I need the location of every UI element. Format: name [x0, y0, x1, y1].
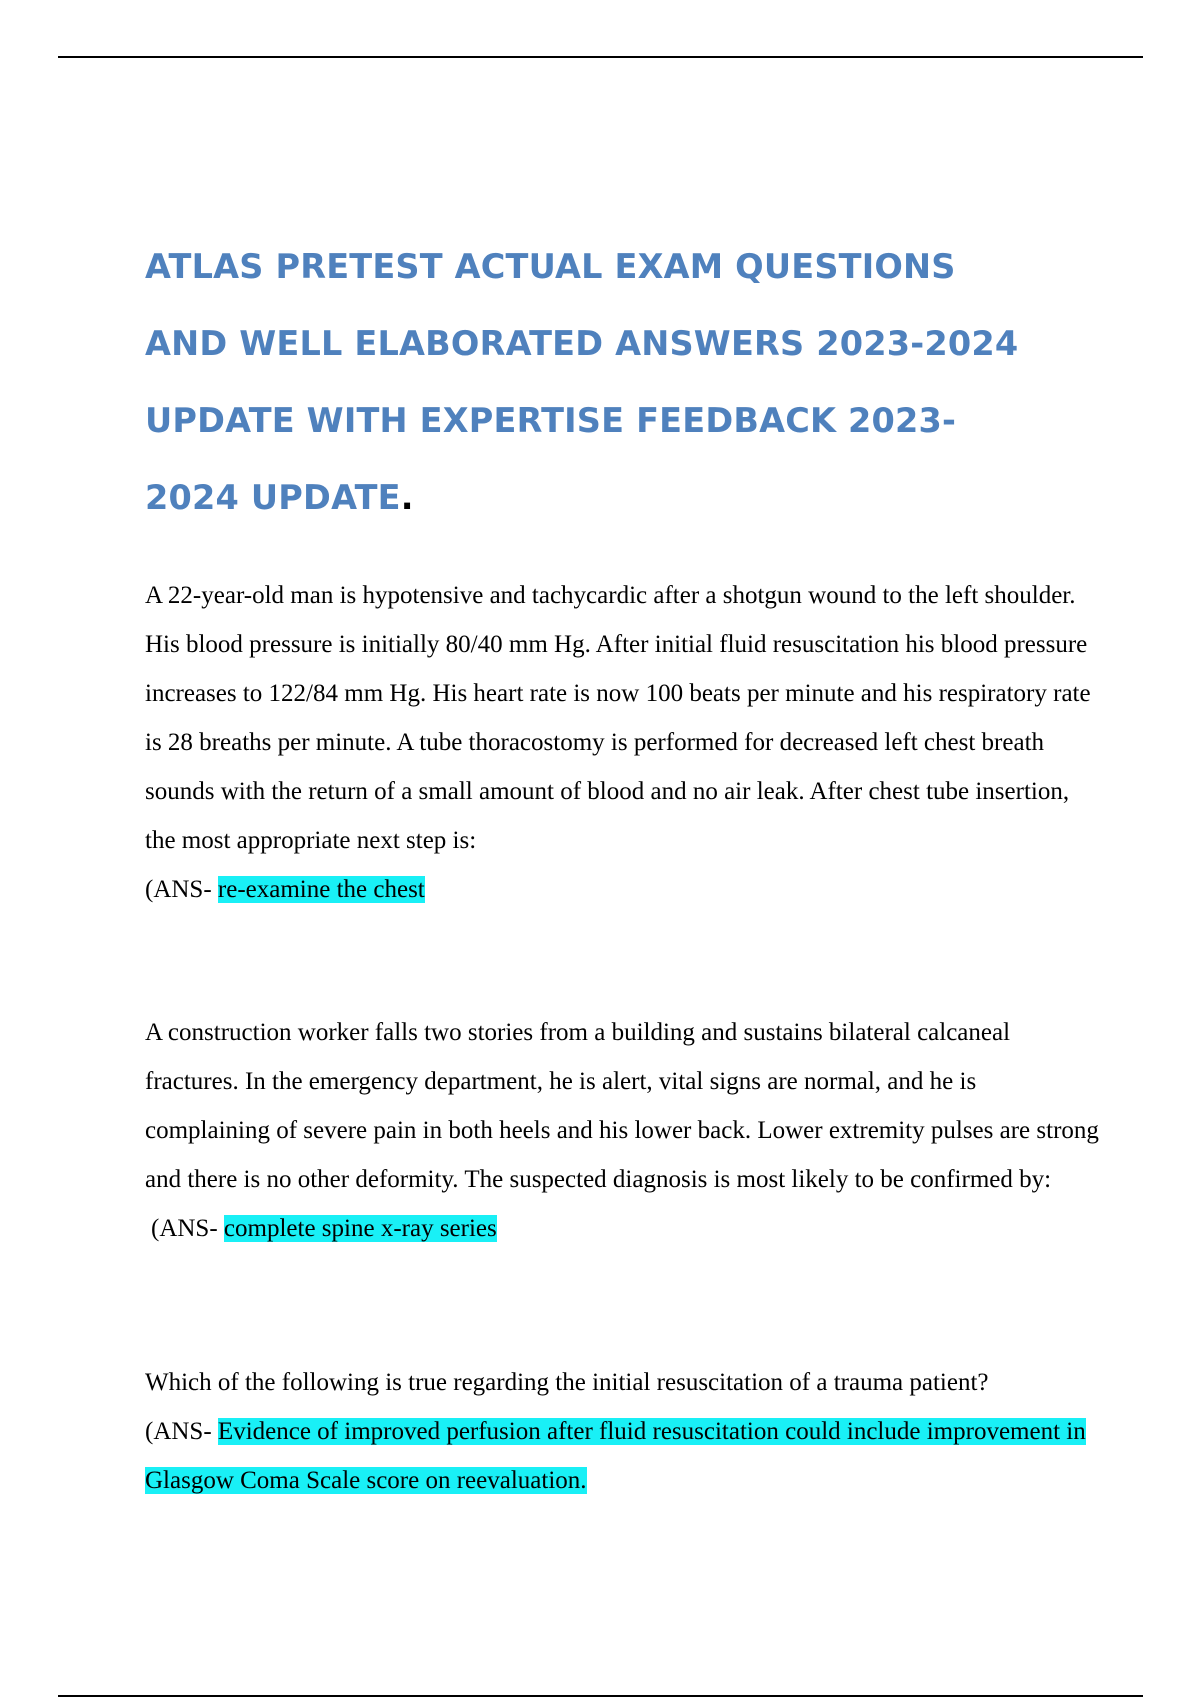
qa-item-2	[145, 1008, 1105, 1253]
answer-line	[145, 1204, 1105, 1253]
question-text: Which of the following is true regarding the initial resuscitation of a trauma patient?	[145, 1369, 989, 1396]
top-rule	[58, 56, 1143, 58]
answer-line	[145, 865, 1105, 914]
title-line-2: AND WELL ELABORATED ANSWERS 2023-2024	[145, 324, 1019, 363]
document-title	[145, 228, 1105, 536]
answer-prefix: (ANS-	[151, 1215, 224, 1242]
answer-highlight: complete spine x-ray series	[223, 1215, 497, 1242]
qa-item-1	[145, 571, 1105, 914]
title-line-1: ATLAS PRETEST ACTUAL EXAM QUESTIONS	[145, 247, 956, 286]
qa-item-3	[145, 1358, 1105, 1505]
title-line-3: UPDATE WITH EXPERTISE FEEDBACK 2023-	[145, 401, 957, 440]
answer-prefix: (ANS-	[145, 1418, 218, 1445]
answer-line	[145, 1407, 1105, 1505]
answer-highlight: re-examine the chest	[217, 876, 425, 903]
bottom-rule	[58, 1695, 1143, 1697]
title-line-4: 2024 UPDATE	[145, 478, 401, 517]
question-text: A 22-year-old man is hypotensive and tachycardic after a shotgun wound to the left shoulder. His blood pressure is initially 80/40 mm Hg. After initial fluid resuscitation his blood pressure increases to 122/84 mm Hg. His heart rate is now 100 beats per minute and his respiratory rate is 28 breaths per minute. A tube thoracostomy is performed for decreased left chest breath sounds with the return of a small amount of blood and no air leak. After chest tube insertion, the most appropriate next step is:	[145, 582, 1091, 854]
title-period: .	[400, 478, 414, 517]
question-text: A construction worker falls two stories from a building and sustains bilateral calcaneal fractures. In the emergency department, he is alert, vital signs are normal, and he is complaining of severe pain in both heels and his lower back. Lower extremity pulses are strong and there is no other deformity. The suspected diagnosis is most likely to be confirmed by:	[145, 1019, 1099, 1193]
answer-highlight: Evidence of improved perfusion after fluid resuscitation could include improvement in Glasgow Coma Scale score on reevaluation.	[145, 1418, 1086, 1494]
answer-prefix: (ANS-	[145, 876, 218, 903]
